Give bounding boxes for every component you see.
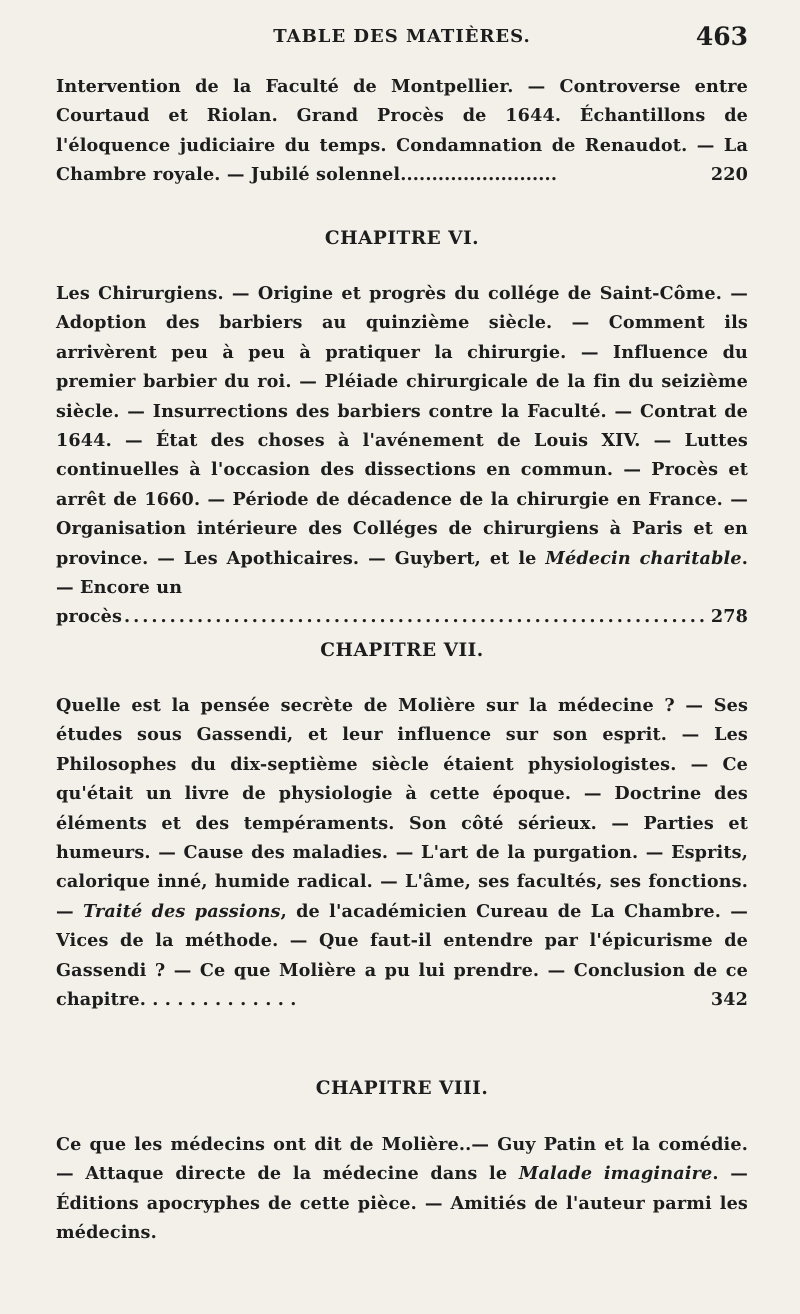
dot-leader: ......................... (400, 164, 558, 186)
chapter-8-entry (56, 1130, 748, 1248)
running-head (56, 22, 748, 58)
chapter-6-leader-line (56, 602, 748, 631)
chapter-heading: CHAPITRE VII. (320, 640, 484, 661)
chapter-6-last-line: procès (56, 606, 123, 628)
page-number: 463 (695, 22, 748, 51)
continuation-page: 220 (710, 164, 748, 186)
chapter-7-text-a: Quelle est la pensée secrète de Molière sur la médecine ? — Ses études sous Gassendi, et leur influence sur son esprit. — Les Philosophes du dix-septième siècle étaient physiologistes. — Ce qu'était un livre de physiologie à cette époque. — Doctrine des éléments et des tempéraments. Son côté sérieux. — Parties et humeurs. — Cause des maladies. — L'art de la purgation. — Esprits, calorique inné, humide radical. — L'âme, ses facultés, ses fonctions. — (56, 695, 748, 922)
running-title: TABLE DES MATIÈRES. (273, 26, 531, 47)
chapter-7-entry (56, 691, 748, 1014)
chapter-8-text-a: Ce que les médecins ont dit de Molière..— Guy Patin et la comédie. — Attaque directe de la médecine dans le (56, 1134, 748, 1185)
dot-leader: . . . . . . . . . . . . . (139, 989, 297, 1011)
chapter-7-text-b: , de l'académicien Cureau de La Chambre. —Vices de la méthode. — Que faut-il entendre par l'épicurisme de Gassendi ? — Ce que Molière a pu lui prendre. — Conclusion de ce chapitre (56, 900, 748, 1011)
chapter-heading: CHAPITRE VI. (324, 228, 480, 249)
chapter-7-heading-wrap (56, 640, 748, 661)
chapter-8-text-b: . — Éditions apocryphes de cette pièce. — Amitiés de l'auteur parmi les médecins. (56, 1163, 749, 1244)
continuation-text: Intervention de la Faculté de Montpellier. — Controverse entre Courtaud et Riolan. Grand Procès de 1644. Échantillons de l'éloquence judiciaire du temps. Condamnation de Renaudot. — La Chambre royale. — Jubilé solennel (56, 76, 748, 186)
chapter-heading: CHAPITRE VIII. (315, 1078, 489, 1099)
chapter-8-italic-title: Malade imaginaire (518, 1163, 713, 1185)
chapter-6-heading-wrap (56, 228, 748, 249)
chapter-6-page: 278 (710, 606, 748, 628)
chapter-6-italic-title: Médecin charitable (545, 547, 742, 569)
dot-leader (124, 602, 705, 631)
chapter-7-italic-title: Traité des passions (83, 900, 281, 922)
chapter-7-page: 342 (710, 989, 748, 1011)
chapter-6-entry (56, 279, 748, 632)
continuation-entry (56, 72, 748, 190)
chapter-6-text-after: . — Encore un (56, 547, 748, 599)
chapter-6-text: Les Chirurgiens. — Origine et progrès du collége de Saint-Côme. — Adoption des barbiers au quinzième siècle. — Comment ils arrivèrent peu à peu à pratiquer la chirurgie. — Influence du premier barbier du roi. — Pléiade chirurgicale de la fin du seizième siècle. — Insurrections des barbiers contre la Faculté. — Contrat de 1644. — État des choses à l'avénement de Louis XIV. — Luttes continuelles à l'occasion des dissections en commun. — Procès et arrêt de 1660. — Période de décadence de la chirurgie en France. — Organisation intérieure des Colléges de chirurgiens à Paris et en province. — Les Apothicaires. — Guybert, et le (56, 283, 748, 569)
chapter-8-heading-wrap (56, 1078, 748, 1099)
